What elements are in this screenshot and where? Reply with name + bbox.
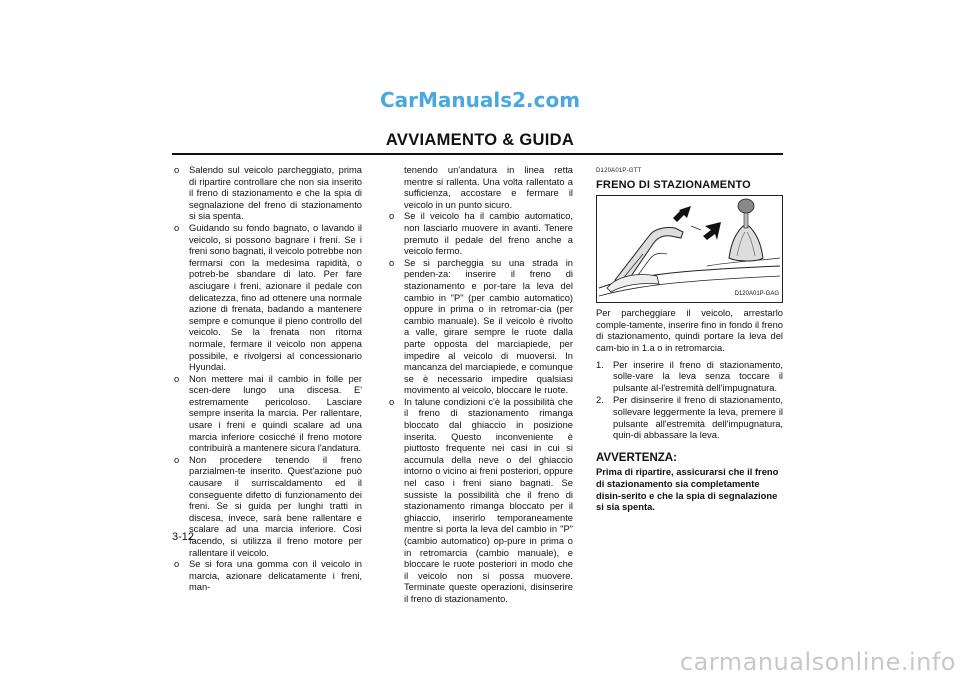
section-code: D120A01P-GTT xyxy=(596,168,642,174)
list-item-text: Salendo sul veicolo parcheggiato, prima di ripartire controllare che non sia inserito il freno di stazionamento e che la spia di segnalazione del freno di stazionamento si sia spenta. xyxy=(189,165,362,222)
bullet-marker: o xyxy=(389,396,395,407)
step-number: 1. xyxy=(596,359,604,370)
page-number: 3-12 xyxy=(172,531,195,543)
list-item xyxy=(172,165,362,223)
parking-brake-figure xyxy=(596,195,783,303)
list-item-text: Guidando su fondo bagnato, o lavando il veicolo, si possono bagnare i freni. Se i freni sono bagnati, il veicolo potrebbe non fermarsi con la medesima rapidità, o potreb-be sbandare di lato. Per fare asciugare i freni, azionare il pedale con delicatezza, fino ad ottenere una normale azione di frenata, badando a mantenere sempre e comunque il pieno controllo del veicolo. Se la frenata non ritorna normale, fermare il veicolo non appena possibile, e rivolgersi al concessionario Hyundai. xyxy=(189,222,362,373)
list-item-text: Se il veicolo ha il cambio automatico, non lasciarlo muovere in avanti. Tenere premuto il pedale del freno anche a veicolo fermo. xyxy=(404,211,573,257)
column-middle xyxy=(387,165,573,606)
steps-list xyxy=(596,360,783,442)
list-item xyxy=(172,559,362,594)
column-right xyxy=(596,165,783,513)
continuation-text xyxy=(387,165,573,211)
bullet-marker: o xyxy=(389,211,395,222)
section-title: FRENO DI STAZIONAMENTO xyxy=(596,178,751,191)
list-item xyxy=(387,211,573,257)
list-item xyxy=(172,374,362,455)
list-item xyxy=(387,258,573,397)
bullet-list-middle xyxy=(387,211,573,605)
watermark-top[interactable]: CarManuals2.com xyxy=(379,88,581,112)
step-text: Per disinserire il freno di stazionamento, sollevare leggermente la leva, premere il pulsante all'estremità dell'impugnatura, quin-di abbassare la leva. xyxy=(613,395,783,441)
bullet-marker: o xyxy=(174,454,180,465)
list-item xyxy=(596,360,783,395)
page-title: AVVIAMENTO & GUIDA xyxy=(385,131,575,149)
figure-code: D120A01P-GAG xyxy=(734,290,779,297)
list-item xyxy=(387,397,573,606)
step-number: 2. xyxy=(596,395,604,406)
list-item xyxy=(596,395,783,441)
list-item-text: Se si fora una gomma con il veicolo in marcia, azionare delicatamente i freni, man- xyxy=(189,559,362,593)
list-item xyxy=(172,223,362,374)
list-item-text: Se si parcheggia su una strada in penden-za: inserire il freno di stazionamento e por-tare la leva del cambio in "P" (per cambio automatico) oppure in prima o in retromar-cia (per cambio manuale). Se il veicolo è rivolto a valle, girare sempre le ruote dalla parte opposta del marciapiede, per impedire al veicolo di muoversi. In mancanza del marciapiede, e comunque se è necessario impedire qualsiasi movimento al veicolo, bloccare le ruote. xyxy=(404,257,573,396)
column-left xyxy=(172,165,362,594)
bullet-marker: o xyxy=(389,257,395,268)
intro-paragraph: Per parcheggiare il veicolo, arrestarlo comple-tamente, inserire fino in fondo il freno di stazionamento, quindi portare la leva del cam-bio in 1.a o in retromarcia. xyxy=(596,308,783,353)
list-item-text: Non mettere mai il cambio in folle per scen-dere lungo una discesa. E' estremamente pericoloso. Lasciare sempre inserita la marcia. Per rallentare, usare i freni e quindi scalare ad una marcia inferiore cosicché il freno motore contribuirà a mantenere sicura l'andatura. xyxy=(189,373,362,454)
warning-title: AVVERTENZA: xyxy=(596,451,677,464)
bullet-marker: o xyxy=(174,222,180,233)
list-item xyxy=(172,455,362,559)
bullet-marker: o xyxy=(174,165,180,175)
header-rule xyxy=(172,153,783,155)
bullet-marker: o xyxy=(174,373,180,384)
watermark-bottom[interactable]: carmanualsonline.info xyxy=(679,648,956,676)
bullet-marker: o xyxy=(174,559,180,570)
parking-brake-lever-illustration xyxy=(597,196,782,302)
list-item-text: Non procedere tenendo il freno parzialmen-te inserito. Quest'azione può causare il surriscaldamento ed il conseguente difetto di funzionamento dei freni. Se si guida per lunghi tratti in discesa, invece, sarà bene rallentare e scalare ad una marcia inferiore. Così facendo, si utilizza il freno motore per rallentare il veicolo. xyxy=(189,454,362,558)
step-text: Per inserire il freno di stazionamento, solle-vare la leva senza toccare il pulsante al-l'estremità dell'impugnatura. xyxy=(613,359,783,393)
list-item-text: In talune condizioni c'è la possibilità che il freno di stazionamento rimanga bloccato dal ghiaccio in posizione inserita. Questo inconveniente è piuttosto frequente nei casi in cui si accumula della neve o del ghiaccio intorno o vicino ai freni posteriori, oppure nel caso i freni siano bagnati. Se sussiste la possibilità che il freno di stazionamento rimanga bloccato per il ghiaccio, inserirlo temporaneamente mentre si porta la leva del cambio in "P" (cambio automatico) op-pure in prima o in retromarcia (cambio manuale), e bloccare le ruote posteriori in modo che il veicolo non si possa muovere. Terminate queste operazioni, disinserire il freno di stazionamento. xyxy=(404,396,573,604)
bullet-list-left xyxy=(172,165,362,594)
warning-text: Prima di ripartire, assicurarsi che il freno di stazionamento sia completamente disin-serito e che la spia di segnalazione si sia spenta. xyxy=(596,466,779,513)
continuation-paragraph: tenendo un'andatura in linea retta mentre si rallenta. Una volta rallentato a sufficienza, accostare e fermare il veicolo in un punto sicuro. xyxy=(404,165,573,210)
